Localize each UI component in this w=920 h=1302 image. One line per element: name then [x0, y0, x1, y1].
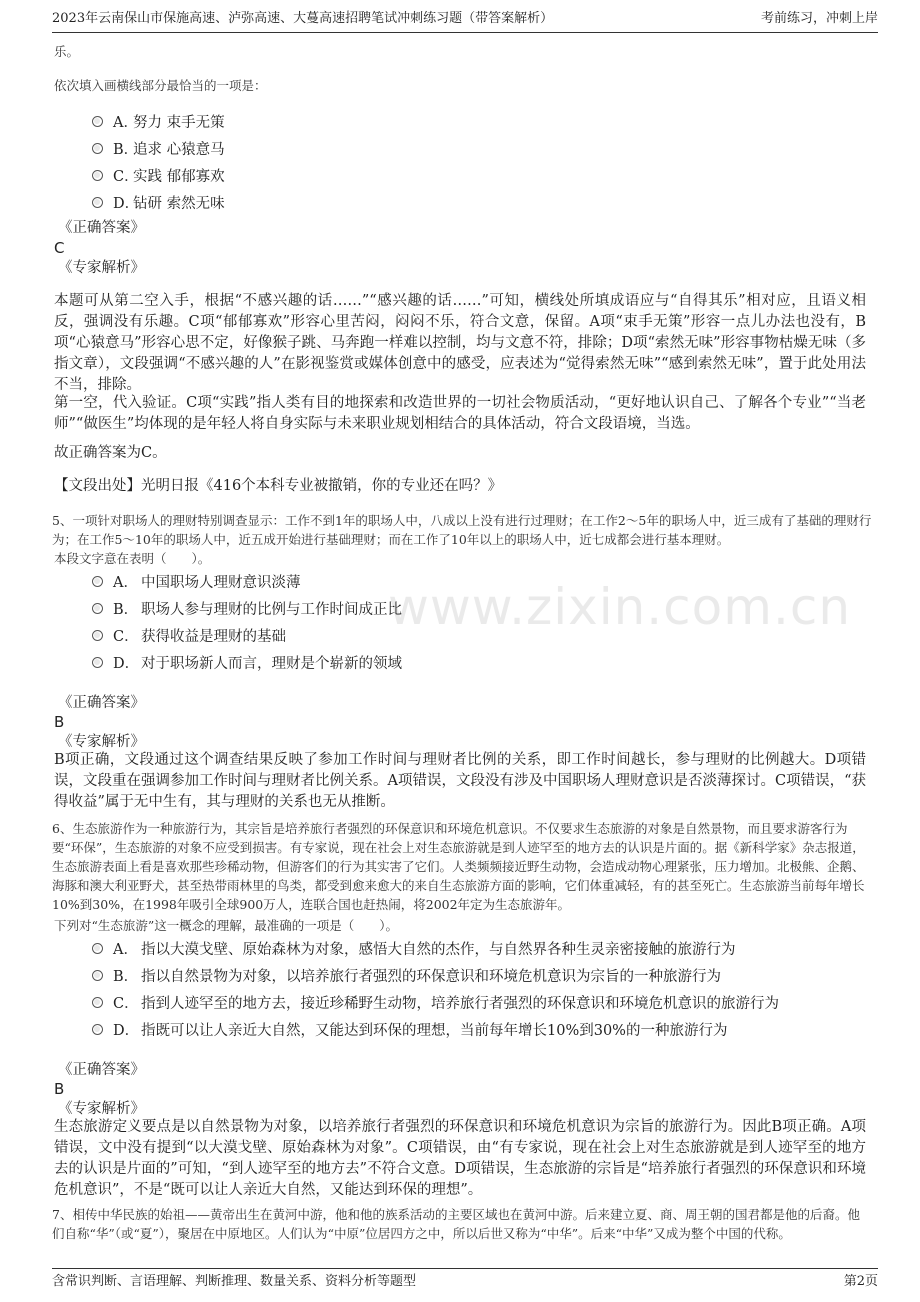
- q5-option-a[interactable]: A． 中国职场人理财意识淡薄: [92, 568, 402, 595]
- radio-icon[interactable]: [92, 143, 103, 154]
- q4-option-d[interactable]: D． 钻研 索然无味: [92, 189, 225, 216]
- q4-options: [92, 108, 225, 216]
- radio-icon[interactable]: [92, 197, 103, 208]
- radio-icon[interactable]: [92, 943, 103, 954]
- radio-icon[interactable]: [92, 116, 103, 127]
- q6-option-d[interactable]: D． 指既可以让人亲近大自然，又能达到环保的理想，当前每年增长10%到30%的一种旅游行为: [92, 1016, 779, 1043]
- q4-option-c[interactable]: C． 实践 郁郁寡欢: [92, 162, 225, 189]
- q6-option-c[interactable]: C． 指到人迹罕至的地方去，接近珍稀野生动物，培养旅行者强烈的环保意识和环境危机意识的旅游行为: [92, 989, 779, 1016]
- q6-question: 下列对“生态旅游”这一概念的理解，最准确的一项是（ ）。: [54, 918, 399, 933]
- footer-categories: 含常识判断、言语理解、判断推理、数量关系、资料分析等题型: [52, 1274, 417, 1289]
- radio-icon[interactable]: [92, 576, 103, 587]
- q5-answer: B: [54, 713, 65, 731]
- radio-icon[interactable]: [92, 657, 103, 668]
- q6-option-b[interactable]: B． 指以自然景物为对象，以培养旅行者强烈的环保意识和环境危机意识为宗旨的一种旅游行为: [92, 962, 779, 989]
- q5-option-c[interactable]: C． 获得收益是理财的基础: [92, 622, 402, 649]
- q4-source: 【文段出处】光明日报《416个本科专业被撤销，你的专业还在吗？》: [54, 478, 503, 494]
- q6-answer: B: [54, 1080, 65, 1098]
- q4-answer: C: [54, 239, 65, 257]
- q5-option-d[interactable]: D． 对于职场新人而言，理财是个崭新的领域: [92, 649, 402, 676]
- q6-stem: 6、生态旅游作为一种旅游行为，其宗旨是培养旅行者强烈的环保意识和环境危机意识。不仅要求生态旅游的对象是自然景物，而且要求游客行为要“环保”，生态旅游的对象不应受到损害。有专家说，现在社会上对生态旅游就是到人迹罕至的地方去的认识是片面的。据《新科学家》杂志报道，生态旅游表面上看是喜欢那些珍稀动物，但游客们的行为其实害了它们。人类频频接近野生动物，会造成动物心理紧张，压力增加。北极熊、企鹅、海豚和澳大利亚野犬，甚至热带雨林里的鸟类，都受到愈来愈大的来自生态旅游方面的影响，它们体重减轻，有的甚至死亡。生态旅游当前每年增长10%到30%，在1998年吸引全球900万人，连联合国也赶热闹，将2002年定为生态旅游年。: [52, 821, 865, 912]
- q4-analysis-p1: 本题可从第二空入手，根据“不感兴趣的话……”“感兴趣的话……”可知，横线处所填成语应与“自得其乐”相对应，且语义相反，强调没有乐趣。C项“郁郁寡欢”形容心里苦闷，闷闷不乐，符合文意，保留。A项“束手无策”形容一点儿办法也没有，B项“心猿意马”形容心思不定，好像猴子跳、马奔跑一样难以控制，均与文意不符，排除；D项“索然无味”形容事物枯燥无味（多指文章），文段强调“不感兴趣的人”在影视鉴赏或媒体创意中的感受，应表述为“觉得索然无味”“感到索然无味”，置于此处用法不当，排除。: [54, 293, 866, 393]
- radio-icon[interactable]: [92, 970, 103, 981]
- q5-stem: 5、一项针对职场人的理财特别调查显示：工作不到1年的职场人中，八成以上没有进行过理财；在工作2～5年的职场人中，近三成有了基础的理财行为；在工作5～10年的职场人中，近五成开始进行基础理财；而在工作了10年以上的职场人中，近七成都会进行基本理财。: [52, 513, 872, 547]
- q4-stem-continuation: 乐。: [54, 44, 80, 59]
- q4-prompt: 依次填入画横线部分最恰当的一项是：: [54, 78, 267, 93]
- q5-analysis-label: 《专家解析》: [58, 734, 145, 750]
- q4-option-a[interactable]: A． 努力 束手无策: [92, 108, 225, 135]
- header-slogan: 考前练习，冲刺上岸: [760, 11, 878, 26]
- q6-options: [92, 935, 779, 1043]
- page-number: 第2页: [843, 1274, 878, 1289]
- q4-answer-label: 《正确答案》: [58, 220, 145, 236]
- q4-option-b[interactable]: B． 追求 心猿意马: [92, 135, 225, 162]
- document-title: 2023年云南保山市保施高速、泸弥高速、大蔓高速招聘笔试冲刺练习题（带答案解析）: [52, 11, 554, 26]
- q4-analysis-p2: 第一空，代入验证。C项“实践”指人类有目的地探索和改造世界的一切社会物质活动，“更好地认识自己、了解各个专业”“当老师”“做医生”均体现的是年轻人将自身实际与未来职业规划相结合的具体活动，符合文段语境，当选。: [54, 395, 866, 432]
- page-header: [52, 8, 878, 33]
- q5-answer-label: 《正确答案》: [58, 695, 145, 711]
- q6-answer-label: 《正确答案》: [58, 1062, 145, 1078]
- q4-analysis-label: 《专家解析》: [58, 260, 145, 276]
- q6-analysis-label: 《专家解析》: [58, 1101, 145, 1117]
- radio-icon[interactable]: [92, 630, 103, 641]
- q5-question: 本段文字意在表明（ ）。: [54, 551, 211, 566]
- page-footer: [52, 1268, 878, 1295]
- q4-analysis-p3: 故正确答案为C。: [54, 445, 167, 461]
- radio-icon[interactable]: [92, 1024, 103, 1035]
- q5-options: [92, 568, 402, 676]
- radio-icon[interactable]: [92, 997, 103, 1008]
- q5-option-b[interactable]: B． 职场人参与理财的比例与工作时间成正比: [92, 595, 402, 622]
- radio-icon[interactable]: [92, 603, 103, 614]
- q6-option-a[interactable]: A． 指以大漠戈壁、原始森林为对象，感悟大自然的杰作，与自然界各种生灵亲密接触的旅游行为: [92, 935, 779, 962]
- radio-icon[interactable]: [92, 170, 103, 181]
- q6-analysis: 生态旅游定义要点是以自然景物为对象，以培养旅行者强烈的环保意识和环境危机意识为宗旨的旅游行为。因此B项正确。A项错误，文中没有提到“以大漠戈壁、原始森林为对象”。C项错误，由“有专家说，现在社会上对生态旅游就是到人迹罕至的地方去的认识是片面的”可知，“到人迹罕至的地方去”不符合文意。D项错误，生态旅游的宗旨是“培养旅行者强烈的环保意识和环境危机意识”，不是“既可以让人亲近大自然，又能达到环保的理想”。: [54, 1119, 866, 1198]
- watermark: www.zixin.com.cn: [388, 578, 852, 636]
- q5-analysis: B项正确，文段通过这个调查结果反映了参加工作时间与理财者比例的关系，即工作时间越长，参与理财的比例越大。D项错误，文段重在强调参加工作时间与理财者比例关系。A项错误，文段没有涉及中国职场人理财意识是否淡薄探讨。C项错误，“获得收益”属于无中生有，其与理财的关系也无从推断。: [54, 752, 866, 810]
- q7-stem: 7、相传中华民族的始祖——黄帝出生在黄河中游，他和他的族系活动的主要区域也在黄河中游。后来建立夏、商、周王朝的国君都是他的后裔。他们自称“华”（或“夏”），聚居在中原地区。人们认为“中原”位居四方之中，所以后世又称为“中华”。后来“中华”又成为整个中国的代称。: [52, 1207, 860, 1241]
